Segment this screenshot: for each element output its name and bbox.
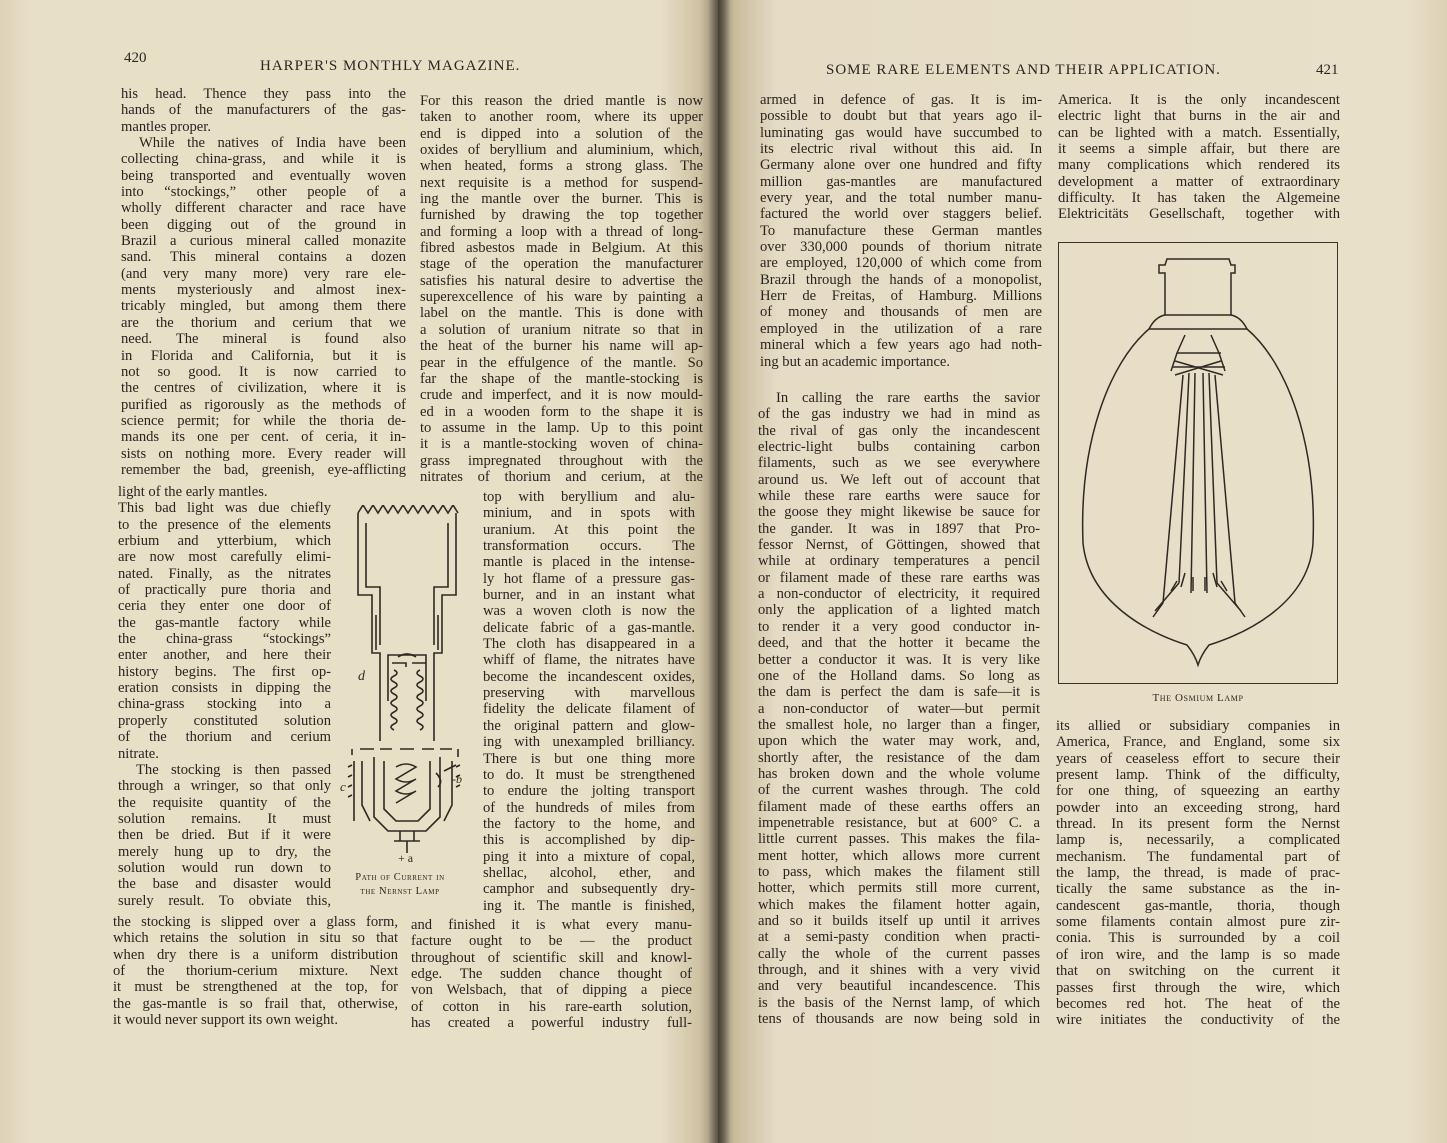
text-line: solution would run down to — [118, 859, 331, 876]
text-line: history begins. The first op- — [118, 663, 331, 680]
text-line: at a semi-pasty condition when practi- — [758, 929, 1040, 946]
text-line: of cotton in his rare-earth solution, — [411, 998, 692, 1015]
text-line: end is dipped into a solution of the — [420, 125, 703, 142]
left-col1-wrap — [118, 484, 331, 909]
text-line: many complications which rendered its — [1058, 157, 1340, 174]
text-line: There is but one thing more — [483, 750, 695, 767]
text-line: lamp is, necessarily, a complicated — [1056, 832, 1340, 849]
text-line: the rival of gas only the incandescent — [758, 422, 1040, 439]
text-line: little current passes. This makes the fila- — [758, 831, 1040, 848]
text-line: mantle is placed in the intense- — [483, 554, 695, 571]
text-line: impenetrable resistance, but at 600° C. a — [758, 814, 1040, 831]
text-line: filaments, such as we see everywhere — [758, 455, 1040, 472]
text-line: stage of the operation the manufacturer — [420, 256, 703, 273]
text-line: ing the mantle over the burner. This is — [420, 191, 703, 208]
text-line: preserving with marvellous — [483, 685, 695, 702]
text-line: The stocking is then passed — [136, 761, 331, 778]
text-line: eration consists in dipping the — [118, 680, 331, 697]
figure-label-minus-b: -b — [452, 772, 462, 786]
text-line: While the natives of India have been — [139, 135, 406, 152]
text-line: candescent gas-mantle, thoria, though — [1056, 897, 1340, 914]
text-line: Elektricitäts Gesellschaft, together with — [1058, 206, 1340, 223]
text-line: minium, and in spots with — [483, 505, 695, 522]
text-line: of the current washes through. The cold — [758, 782, 1040, 799]
text-line: then be dried. But if it were — [118, 827, 331, 844]
text-line: not so good. It is now carried to — [121, 363, 406, 380]
text-line: a non-conductor of electricity, it required — [758, 586, 1040, 603]
text-line: the factory to the home, and — [483, 815, 695, 832]
text-line: to do. It must be strengthened — [483, 766, 695, 783]
text-line: sand. This mineral contains a dozen — [121, 249, 406, 266]
text-line: purified as rigorously as the methods of — [121, 396, 406, 413]
nernst-lamp-diagram — [340, 505, 470, 865]
text-line: powder into an exceeding strong, hard — [1056, 799, 1340, 816]
text-line: oxides of beryllium and aluminium, which, — [420, 142, 703, 159]
text-line: far the shape of the mantle-stocking is — [420, 370, 703, 387]
text-line: can be lighted with a match. Essentially, — [1058, 124, 1340, 141]
figure-label-d: d — [358, 669, 365, 684]
text-line: that on switching on the current it — [1056, 963, 1340, 980]
text-line: ly hot flame of a pressure gas- — [483, 570, 695, 587]
text-line: fessor Nernst, of Göttingen, showed that — [758, 537, 1040, 554]
text-line: upon which the water may work, and, — [758, 733, 1040, 750]
text-line: superexcellence of his ware by painting a — [420, 289, 703, 306]
right-page — [718, 0, 1447, 1143]
right-col1-para2 — [758, 390, 1040, 1027]
text-line: satisfies his natural desire to advertise the — [420, 272, 703, 289]
text-line: to endure the jolting transport — [483, 783, 695, 800]
text-line: remember the bad, greenish, eye-afflicting — [121, 461, 406, 478]
text-line: around us. We left out of account that — [758, 471, 1040, 488]
text-line: ing it. The mantle is finished, — [483, 897, 695, 914]
text-line: shellac, alcohol, ether, and — [483, 864, 695, 881]
text-line: filament made of these earths offers an — [758, 798, 1040, 815]
text-line: In calling the rare earths the savior — [776, 390, 1040, 406]
book-gutter — [708, 0, 730, 1143]
text-line: mantles proper. — [121, 118, 211, 135]
osmium-lamp-figure — [1058, 242, 1338, 684]
text-line: camphor and subsequently dry- — [483, 881, 695, 898]
text-line: the requisite quantity of the — [118, 794, 331, 811]
text-line: its electric rival without this aid. In — [760, 141, 1042, 158]
text-line: fibred asbestos made in Belgium. At this — [420, 240, 703, 257]
text-line: to the presence of the elements — [118, 516, 331, 533]
text-line: his head. Thence they pass into the — [121, 86, 406, 102]
text-line: in Florida and California, but it is — [121, 347, 406, 364]
text-line: the gas-mantle is so frail that, otherwise, — [113, 995, 398, 1012]
text-line: and so it builds itself up until it arrives — [758, 913, 1040, 929]
text-line: ments mysteriously and almost inex- — [121, 282, 406, 299]
text-line: crude and imperfect, and it is now mould- — [420, 387, 703, 404]
text-line: conia. This is surrounded by a coil — [1056, 930, 1340, 947]
text-line: pear in the effulgence of the mantle. So — [420, 354, 703, 371]
text-line: better a conductor it was. It is very like — [758, 651, 1040, 668]
text-line: the lamp, the thread, is made of prac- — [1056, 865, 1340, 882]
text-line: been digging out of the ground in — [121, 216, 406, 233]
text-line: erbium and ytterbium, which — [118, 533, 331, 550]
text-line: solution remains. It must — [118, 810, 331, 827]
text-line: science permit; for while the thoria de- — [121, 412, 406, 429]
text-line: sists on nothing more. Every reader will — [121, 445, 406, 462]
text-line: factured the world over staggers belief. — [760, 206, 1042, 223]
text-line: is the basis of the Nernst lamp, of which — [758, 994, 1040, 1011]
text-line: it is a mantle-stocking woven of china- — [420, 436, 703, 453]
text-line: shortly after, the resistance of the dam — [758, 749, 1040, 766]
text-line: grass impregnated throughout with the — [420, 452, 703, 469]
text-line: through, and it shines with a very vivid — [758, 962, 1040, 979]
text-line: electric-light bulbs containing carbon — [758, 439, 1040, 456]
text-line: the smallest hole, no larger than a finger, — [758, 716, 1040, 733]
text-line: burner, and in an instant what — [483, 587, 695, 604]
text-line: tically the same substance as the in- — [1056, 881, 1340, 898]
text-line: wire initiates the conductivity of the — [1056, 1012, 1340, 1029]
text-line: and very beautiful incandescence. This — [758, 978, 1040, 995]
nernst-figure-caption — [340, 871, 460, 899]
text-line: hands of the manufacturers of the gas- — [121, 102, 406, 119]
text-line: possible to doubt but that years ago il- — [760, 108, 1042, 125]
text-line: facture ought to be — the product — [411, 933, 692, 950]
left-page-number: 420 — [124, 50, 147, 66]
left-col1 — [121, 86, 406, 478]
text-line: or filament made of these rare earths was — [758, 569, 1040, 586]
text-line: which makes the filament hotter again, — [758, 896, 1040, 913]
text-line: ceria they enter one door of — [118, 598, 331, 615]
text-line: and forming a loop with a thread of long- — [420, 223, 703, 240]
text-line: difficulty. It has taken the Algemeine — [1058, 190, 1340, 207]
text-line: the centres of civilization, where it is — [121, 380, 406, 397]
text-line: tens of thousands are now being sold in — [758, 1011, 1040, 1028]
text-line: a non-conductor of water—but permit — [758, 700, 1040, 717]
text-line: von Welsbach, that of dipping a piece — [411, 982, 692, 999]
text-line: taken to another room, where its upper — [420, 109, 703, 126]
text-line: only the application of a lighted match — [758, 602, 1040, 619]
text-line: need. The mineral is found also — [121, 331, 406, 348]
text-line: when dry there is a uniform distribution — [113, 946, 398, 963]
text-line: the heat of the burner his name will ap- — [420, 338, 703, 355]
text-line: into “stockings,” other people of a — [121, 184, 406, 201]
text-line: For this reason the dried mantle is now — [420, 93, 703, 109]
text-line: America, France, and England, some six — [1056, 734, 1340, 751]
text-line: the gas-mantle factory while — [118, 614, 331, 631]
text-line: it would never support its own weight. — [113, 1012, 338, 1029]
text-line: Brazil a curious mineral called monazite — [121, 233, 406, 250]
text-line: armed in defence of gas. It is im- — [760, 92, 1042, 108]
text-line: transformation occurs. The — [483, 538, 695, 555]
text-line: edge. The sudden chance thought of — [411, 966, 692, 983]
text-line: ing but an academic importance. — [760, 353, 951, 370]
text-line: To manufacture these German mantles — [760, 222, 1042, 239]
left-col2-tail — [411, 917, 692, 1031]
text-line: was a woven cloth is now the — [483, 603, 695, 620]
text-line: throughout of scientific skill and knowl- — [411, 949, 692, 966]
text-line: nitrates of thorium and cerium, at the — [420, 468, 703, 485]
text-line: cally the whole of the current passes — [758, 945, 1040, 962]
text-line: employed in the utilization of a rare — [760, 320, 1042, 337]
text-line: of the hundreds of miles from — [483, 799, 695, 816]
text-line: furnished by drawing the top together — [420, 207, 703, 224]
text-line: every year, and the total number manu- — [760, 190, 1042, 207]
text-line: the dam is perfect the dam is safe—it is — [758, 684, 1040, 701]
text-line: mands its one per cent. of ceria, it in- — [121, 429, 406, 446]
text-line: a solution of uranium nitrate so that in — [420, 321, 703, 338]
text-line: nitrate. — [118, 745, 159, 762]
text-line: wholly different character and race have — [121, 200, 406, 217]
text-line: ment hotter, which allows more current — [758, 847, 1040, 864]
text-line: light of the early mantles. — [118, 484, 268, 500]
text-line: uranium. At this point the — [483, 521, 695, 538]
text-line: through a wringer, so that only — [118, 778, 331, 795]
right-running-head: SOME RARE ELEMENTS AND THEIR APPLICATION. — [826, 62, 1221, 78]
text-line: present lamp. Think of the difficulty, — [1056, 767, 1340, 784]
right-page-number: 421 — [1316, 62, 1339, 78]
text-line: when heated, forms a strong glass. The — [420, 158, 703, 175]
text-line: This bad light was due chiefly — [118, 500, 331, 517]
text-line: development a matter of extraordinary — [1058, 173, 1340, 190]
text-line: fidelity the delicate filament of — [483, 701, 695, 718]
text-line: china-grass stocking into a — [118, 696, 331, 713]
text-line: are now most carefully elimi- — [118, 549, 331, 566]
left-col2-wrap — [483, 489, 695, 914]
figure-label-plus-a: + a — [398, 851, 414, 865]
text-line: next requisite is a method for suspend- — [420, 174, 703, 191]
text-line: of money and thousands of men are — [760, 304, 1042, 321]
text-line: the original pattern and glow- — [483, 717, 695, 734]
text-line: surely result. To obviate this, — [118, 892, 331, 909]
text-line: top with beryllium and alu- — [483, 489, 695, 505]
text-line: of the thorium-cerium mixture. Next — [113, 963, 398, 980]
text-line: years of ceaseless effort to secure their — [1056, 750, 1340, 767]
text-line: million gas-mantles are manufactured — [760, 173, 1042, 190]
osmium-figure-caption: The Osmium Lamp — [1152, 692, 1244, 704]
text-line: being transported and eventually woven — [121, 167, 406, 184]
right-col1 — [760, 92, 1042, 370]
text-line: passes first through the wire, which — [1056, 979, 1340, 996]
text-line: becomes red hot. The heat of the — [1056, 995, 1340, 1012]
text-line: while at ordinary temperatures a pencil — [758, 553, 1040, 570]
text-line: thread. In its present form the Nernst — [1056, 816, 1340, 833]
text-line: to assume in the lamp. Up to this point — [420, 419, 703, 436]
text-line: label on the mantle. This is done with — [420, 305, 703, 322]
right-col2 — [1058, 92, 1340, 223]
right-col2-after — [1056, 718, 1340, 1029]
left-col1-tail — [113, 914, 398, 1028]
left-col2 — [420, 93, 703, 485]
text-line: become the incandescent oxides, — [483, 668, 695, 685]
text-line: while these rare earths were sauce for — [758, 488, 1040, 505]
text-line: to render it a very good conductor in- — [758, 618, 1040, 635]
text-line: the base and disaster would — [118, 876, 331, 893]
text-line: are employed, 120,000 of which come from — [760, 255, 1042, 272]
text-line: some filaments contain almost pure zir- — [1056, 914, 1340, 931]
text-line: Brazil through the hands of a monopolist, — [760, 271, 1042, 288]
text-line: enter another, and here their — [118, 647, 331, 664]
text-line: its allied or subsidiary companies in — [1056, 718, 1340, 734]
text-line: electric light that burns in the air and — [1058, 108, 1340, 125]
text-line: and finished it is what every manu- — [411, 917, 692, 933]
text-line: of the gas industry we had in mind as — [758, 406, 1040, 423]
text-line: this is accomplished by dip- — [483, 832, 695, 849]
text-line: it must be strengthened at the top, for — [113, 979, 398, 996]
text-line: one of the Holland dams. So long as — [758, 667, 1040, 684]
text-line: over 330,000 pounds of thorium nitrate — [760, 239, 1042, 256]
text-line: the stocking is slipped over a glass form, — [113, 914, 398, 930]
nernst-caption-line-1: Path of Current in — [355, 872, 445, 883]
text-line: deed, and that the hotter it became the — [758, 635, 1040, 652]
text-line: (and very many more) very rare ele- — [121, 265, 406, 282]
text-line: the goose they might likewise be sauce for — [758, 504, 1040, 521]
osmium-lamp-illustration — [1059, 243, 1337, 683]
text-line: whiff of flame, the nitrates have — [483, 652, 695, 669]
text-line: are the thorium and cerium that we — [121, 314, 406, 331]
text-line: the gander. It was in 1897 that Pro- — [758, 520, 1040, 537]
text-line: luminating gas would have succumbed to — [760, 124, 1042, 141]
text-line: for one thing, of squeezing an earthy — [1056, 783, 1340, 800]
text-line: the china-grass “stockings” — [118, 631, 331, 648]
text-line: ing with unexampled brilliancy. — [483, 734, 695, 751]
text-line: has broken down and the whole volume — [758, 765, 1040, 782]
figure-label-c: c — [340, 779, 346, 794]
text-line: of the thorium and cerium — [118, 729, 331, 746]
text-line: collecting china-grass, and while it is — [121, 151, 406, 168]
text-line: mechanism. The fundamental part of — [1056, 848, 1340, 865]
text-line: merely hung up to dry, the — [118, 843, 331, 860]
text-line: delicate fabric of a gas-mantle. — [483, 619, 695, 636]
text-line: ping it into a mixture of copal, — [483, 848, 695, 865]
text-line: has created a powerful industry full- — [411, 1015, 692, 1032]
text-line: tricably mingled, but among them there — [121, 298, 406, 315]
text-line: which retains the solution in situ so that — [113, 930, 398, 947]
text-line: it seems a simple affair, but there are — [1058, 141, 1340, 158]
text-line: nated. Finally, as the nitrates — [118, 565, 331, 582]
text-line: of iron wire, and the lamp is so made — [1056, 946, 1340, 963]
text-line: The cloth has disappeared in a — [483, 636, 695, 653]
text-line: of practically pure thoria and — [118, 582, 331, 599]
left-running-head: HARPER'S MONTHLY MAGAZINE. — [260, 58, 521, 74]
left-page — [0, 0, 718, 1143]
text-line: hotter, which permits still more current, — [758, 880, 1040, 897]
text-line: Germany alone over one hundred and fifty — [760, 157, 1042, 174]
text-line: to pass, which makes the filament still — [758, 863, 1040, 880]
text-line: properly constituted solution — [118, 712, 331, 729]
text-line: America. It is the only incandescent — [1058, 92, 1340, 108]
text-line: Herr de Freitas, of Hamburg. Millions — [760, 288, 1042, 305]
nernst-caption-line-2: the Nernst Lamp — [360, 886, 440, 897]
text-line: mineral which a few years ago had noth- — [760, 337, 1042, 354]
text-line: ed in a wooden form to the shape it is — [420, 403, 703, 420]
